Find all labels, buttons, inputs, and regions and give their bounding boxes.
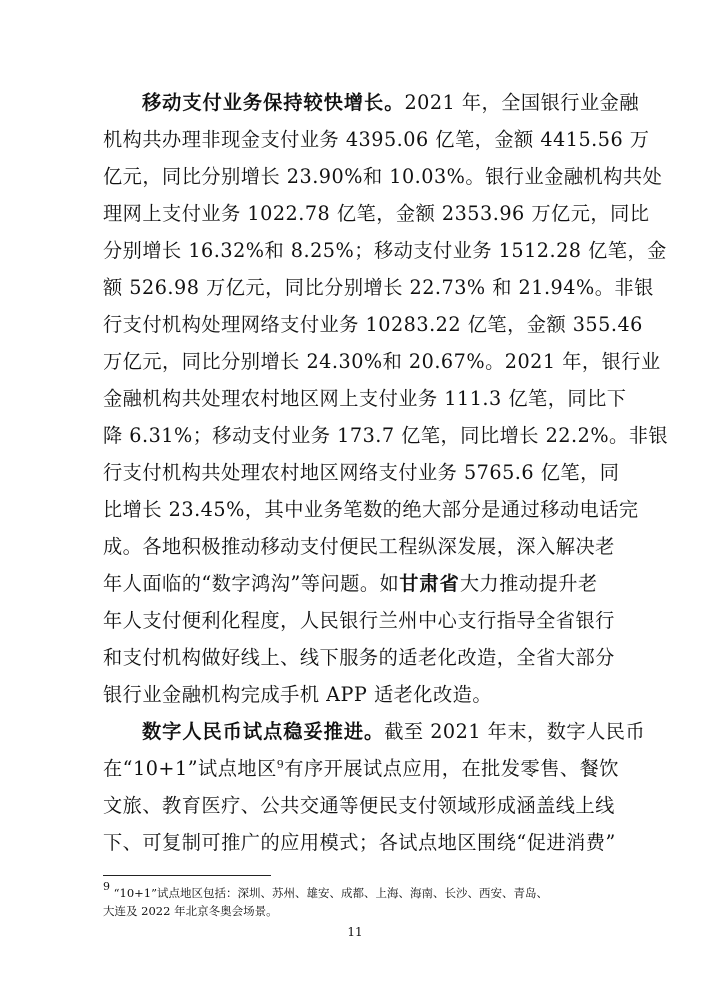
paragraph-1-line-5: 分别增长 16.32%和 8.25%；移动支付业务 1512.28 亿笔，金 <box>103 239 667 262</box>
paragraph-2-line-2 <box>103 754 619 784</box>
paragraph-1-line-15: 年人支付便利化程度，人民银行兰州中心支行指导全省银行 <box>103 609 615 632</box>
paragraph-1-line-1 <box>142 88 640 118</box>
line-14-text-b: 大力推动提升老 <box>459 572 598 595</box>
paragraph-2-line-3: 文旅、教育医疗、公共交通等便民支付领域形成涵盖线上线 <box>103 794 615 817</box>
paragraph-1-line-8: 万亿元，同比分别增长 24.30%和 20.67%。2021 年，银行业 <box>103 350 661 373</box>
paragraph-1-line-6: 额 526.98 万亿元，同比分别增长 22.73% 和 21.94%。非银 <box>103 276 654 299</box>
paragraph-1-line-16: 和支付机构做好线上、线下服务的适老化改造，全省大部分 <box>103 646 615 669</box>
footnote-line-1 <box>103 880 607 902</box>
paragraph-1-line-3: 亿元，同比分别增长 23.90%和 10.03%。银行业金融机构共处 <box>103 165 663 188</box>
paragraph-1-line-9: 金融机构共处理农村地区网上支付业务 111.3 亿笔，同比下 <box>103 387 627 410</box>
footnote-text-1: “10+1”试点地区包括：深圳、苏州、雄安、成都、上海、海南、长沙、西安、青岛、 <box>113 886 548 900</box>
paragraph-1-line-10: 降 6.31%；移动支付业务 173.7 亿笔，同比增长 22.2%。非银 <box>103 424 669 447</box>
paragraph-1-text: 2021 年，全国银行业金融 <box>404 91 640 114</box>
line-2-text-a: 在“10+1”试点地区 <box>103 757 277 780</box>
paragraph-1-line-4: 理网上支付业务 1022.78 亿笔，金额 2353.96 万亿元，同比 <box>103 202 650 225</box>
paragraph-1-line-13: 成。各地积极推动移动支付便民工程纵深发展，深入解决老 <box>103 535 615 558</box>
paragraph-2-line-4: 下、可复制可推广的应用模式；各试点地区围绕“促进消费” <box>103 831 616 854</box>
paragraph-1-line-2: 机构共办理非现金支付业务 4395.06 亿笔，金额 4415.56 万 <box>103 128 650 151</box>
paragraph-1-line-14 <box>103 569 607 599</box>
footnote-divider <box>103 875 271 876</box>
paragraph-2-heading: 数字人民币试点稳妥推进。 <box>142 720 385 743</box>
paragraph-2-text: 截至 2021 年末，数字人民币 <box>384 720 646 743</box>
footnote-reference-9[interactable]: 9 <box>276 758 285 771</box>
paragraph-2-line-1 <box>142 717 646 747</box>
footnote-line-2: 大连及 2022 年北京冬奥会场景。 <box>103 904 278 918</box>
line-2-text-b: 有序开展试点应用，在批发零售、餐饮 <box>284 757 619 780</box>
paragraph-1-line-7: 行支付机构处理网络支付业务 10283.22 亿笔，金额 355.46 <box>103 313 643 336</box>
paragraph-1-line-11: 行支付机构共处理农村地区网络支付业务 5765.6 亿笔，同 <box>103 461 620 484</box>
footnote-marker: 9 <box>103 880 110 893</box>
line-14-text-a: 年人面临的“数字鸿沟”等问题。如 <box>103 572 400 595</box>
paragraph-1-line-17: 银行业金融机构完成手机 APP 适老化改造。 <box>103 683 493 706</box>
paragraph-1-heading: 移动支付业务保持较快增长。 <box>142 91 405 114</box>
paragraph-1-line-12: 比增长 23.45%，其中业务笔数的绝大部分是通过移动电话完 <box>103 498 639 521</box>
gansu-province-bold: 甘肃省 <box>399 572 460 595</box>
page-number: 11 <box>347 925 363 939</box>
